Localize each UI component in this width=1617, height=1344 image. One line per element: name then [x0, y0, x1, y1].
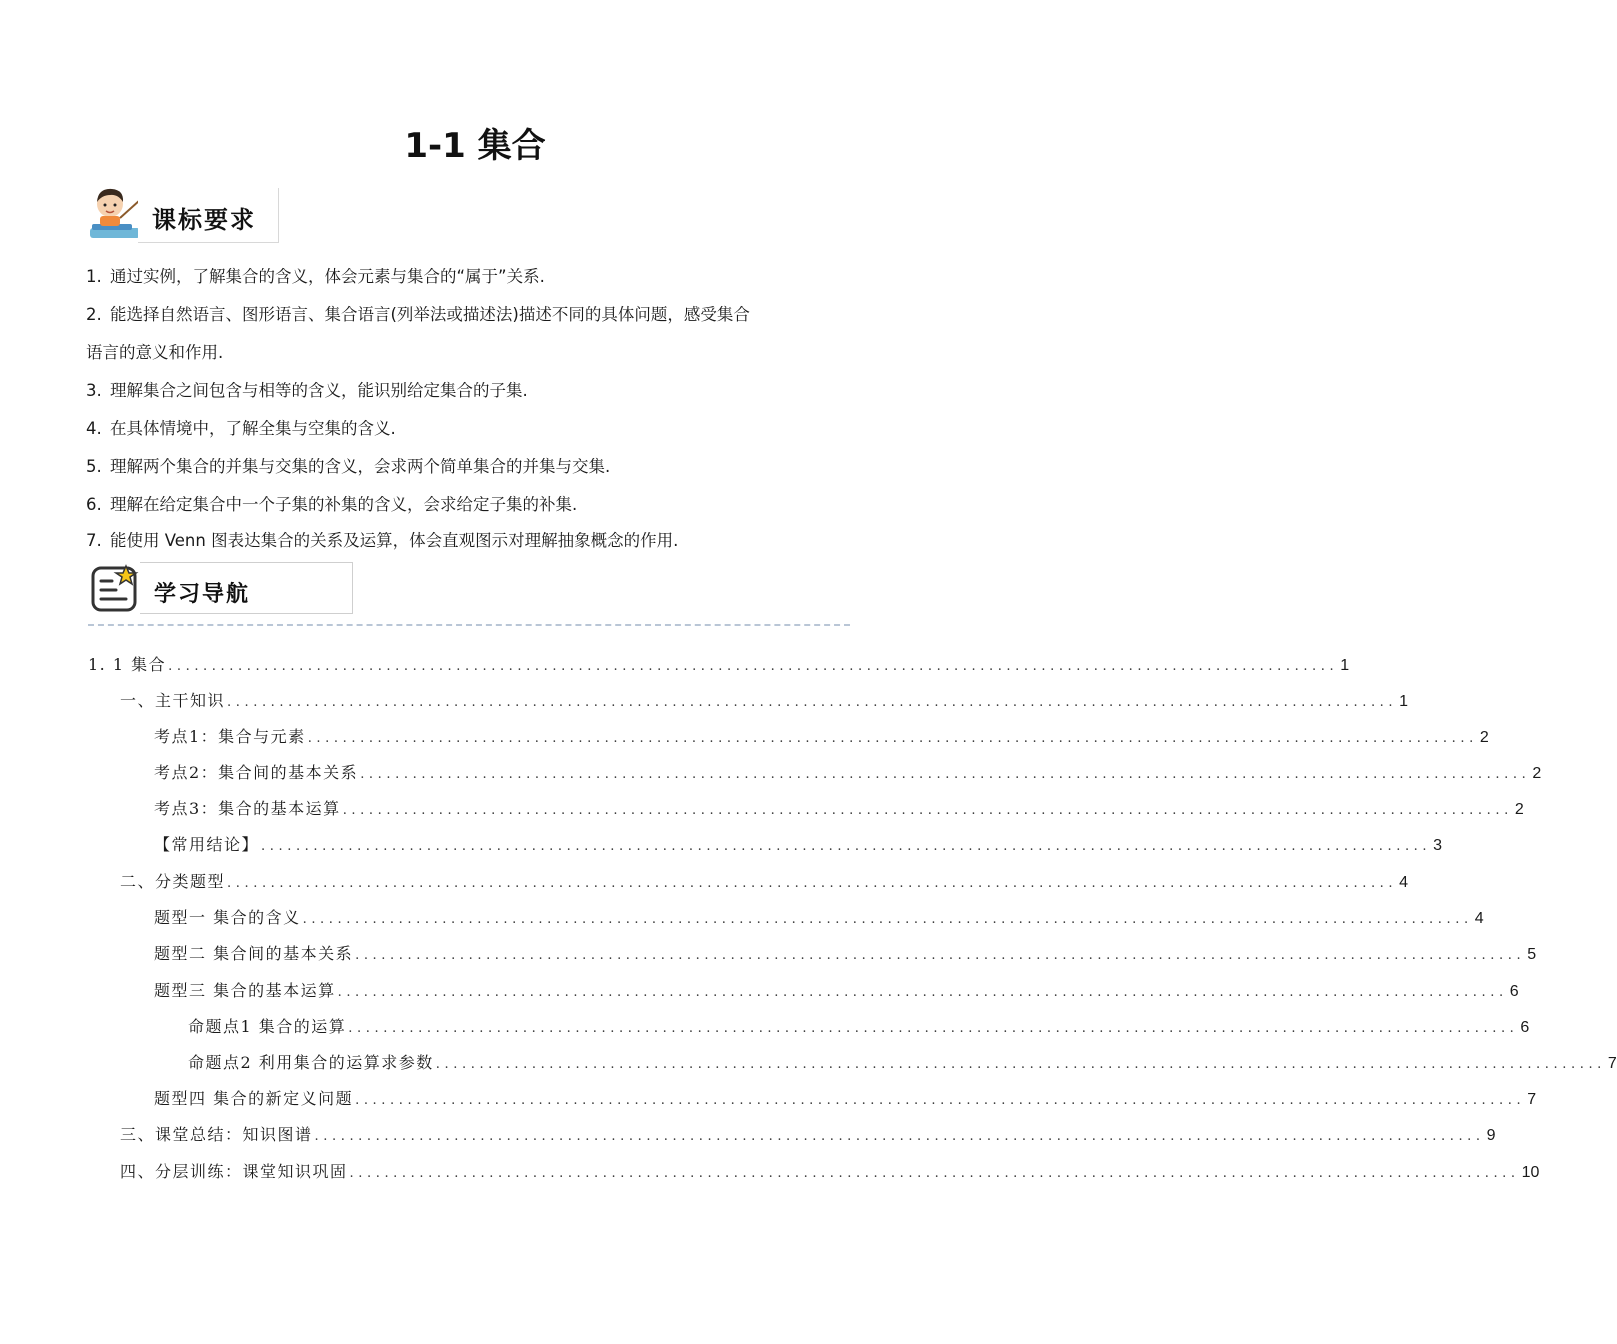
toc-entry-text: 考点2：集合间的基本关系 — [154, 763, 359, 782]
toc-entry-text: 考点1：集合与元素 — [154, 727, 306, 746]
toc-entry-text: 题型三 集合的基本运算 — [154, 981, 336, 1000]
requirement-item — [86, 486, 866, 523]
toc-entry[interactable] — [188, 1014, 1530, 1038]
toc-page-number: 6 — [1520, 1019, 1530, 1036]
toc-entry-text: 三、课堂总结：知识图谱 — [120, 1125, 313, 1144]
toc-page-number: 10 — [1521, 1164, 1540, 1181]
toc-entry[interactable] — [154, 905, 1484, 929]
star-note-icon — [90, 562, 140, 614]
toc-entry[interactable] — [120, 1159, 1540, 1183]
toc-entry[interactable] — [154, 832, 1443, 856]
requirement-item — [86, 296, 866, 333]
toc-entry[interactable] — [120, 688, 1409, 712]
toc-page-number: 2 — [1514, 801, 1524, 818]
requirement-number: 5. — [86, 457, 102, 476]
toc-entry-text: 命题点2 利用集合的运算求参数 — [188, 1053, 434, 1072]
toc-page-number: 1 — [1399, 693, 1409, 710]
toc-entry[interactable] — [154, 760, 1542, 784]
toc-leader: ...................................................................................................................................... — [168, 659, 1339, 674]
requirement-number: 3. — [86, 381, 102, 400]
toc-leader: ...................................................................................................................................... — [307, 731, 1478, 746]
toc-entry-text: 题型二 集合间的基本关系 — [154, 944, 354, 963]
toc-leader: ...................................................................................................................................... — [227, 695, 1398, 710]
toc-leader: ...................................................................................................................................... — [302, 912, 1473, 927]
toc-leader: ...................................................................................................................................... — [314, 1129, 1485, 1144]
toc-leader: ...................................................................................................................................... — [337, 985, 1508, 1000]
toc-entry[interactable] — [88, 652, 1350, 676]
navigation-banner-label: 学习导航 — [154, 581, 251, 607]
requirement-continuation: 语言的意义和作用. — [86, 343, 224, 362]
toc-leader: ...................................................................................................................................... — [355, 948, 1526, 963]
toc-page-number: 4 — [1474, 910, 1484, 927]
toc-entry-text: 四、分层训练：课堂知识巩固 — [120, 1162, 348, 1181]
toc-page-number: 5 — [1527, 946, 1537, 963]
toc-leader: ...................................................................................................................................... — [261, 839, 1432, 854]
toc-leader: ...................................................................................................................................... — [435, 1057, 1606, 1072]
standards-banner — [86, 184, 286, 246]
requirement-text: 能选择自然语言、图形语言、集合语言(列举法或描述法)描述不同的具体问题，感受集合 — [110, 305, 750, 324]
toc-page-number: 7 — [1607, 1055, 1617, 1072]
requirement-text: 在具体情境中，了解全集与空集的含义. — [110, 419, 396, 438]
toc-page-number: 2 — [1479, 729, 1489, 746]
requirement-number: 2. — [86, 305, 102, 324]
toc-page-number: 6 — [1509, 983, 1519, 1000]
toc-leader: ...................................................................................................................................... — [348, 1021, 1519, 1036]
toc-entry-text: 【常用结论】 — [154, 835, 260, 854]
navigation-banner — [88, 562, 358, 616]
toc-entry[interactable] — [120, 869, 1409, 893]
requirement-item — [86, 258, 866, 295]
requirement-text: 通过实例，了解集合的含义，体会元素与集合的“属于”关系. — [110, 267, 545, 286]
teacher-mascot-icon — [86, 184, 146, 246]
toc-entry[interactable] — [188, 1050, 1617, 1074]
toc-entry[interactable] — [154, 796, 1524, 820]
toc-page-number: 4 — [1399, 874, 1409, 891]
requirement-item — [86, 410, 866, 447]
toc-leader: ...................................................................................................................................... — [227, 876, 1398, 891]
requirement-number: 6. — [86, 495, 102, 514]
requirement-item — [86, 372, 866, 409]
toc-leader: ...................................................................................................................................... — [349, 1166, 1520, 1181]
toc-leader: ...................................................................................................................................... — [342, 803, 1513, 818]
toc-page-number: 9 — [1486, 1127, 1496, 1144]
requirement-text: 理解集合之间包含与相等的含义，能识别给定集合的子集. — [110, 381, 528, 400]
requirement-item — [86, 448, 866, 485]
toc-entry-text: 题型一 集合的含义 — [154, 908, 301, 927]
toc-entry[interactable] — [154, 941, 1537, 965]
requirement-number: 4. — [86, 419, 102, 438]
requirement-text: 能使用 Venn 图表达集合的关系及运算，体会直观图示对理解抽象概念的作用. — [110, 531, 679, 550]
requirement-text: 理解在给定集合中一个子集的补集的含义，会求给定子集的补集. — [110, 495, 578, 514]
page-title: 1-1 集合 — [404, 126, 546, 166]
toc-entry[interactable] — [154, 978, 1519, 1002]
toc-entry-text: 题型四 集合的新定义问题 — [154, 1089, 354, 1108]
standards-banner-label: 课标要求 — [152, 205, 256, 234]
toc-page-number: 1 — [1340, 657, 1350, 674]
toc-page-number: 2 — [1532, 765, 1542, 782]
toc-leader: ...................................................................................................................................... — [360, 767, 1531, 782]
requirement-item — [86, 522, 866, 559]
requirement-number: 1. — [86, 267, 102, 286]
toc-entry-text: 一、主干知识 — [120, 691, 226, 710]
toc-leader: ...................................................................................................................................... — [355, 1093, 1526, 1108]
divider — [88, 624, 850, 626]
toc-entry-text: 二、分类题型 — [120, 872, 226, 891]
toc-entry[interactable] — [154, 724, 1489, 748]
requirement-text: 理解两个集合的并集与交集的含义，会求两个简单集合的并集与交集. — [110, 457, 611, 476]
requirement-number: 7. — [86, 531, 102, 550]
toc-entry-text: 1. 1 集合 — [88, 655, 167, 674]
toc-entry[interactable] — [154, 1086, 1537, 1110]
toc-entry[interactable] — [120, 1122, 1496, 1146]
toc-page-number: 3 — [1433, 837, 1443, 854]
toc-entry-text: 命题点1 集合的运算 — [188, 1017, 347, 1036]
toc-page-number: 7 — [1527, 1091, 1537, 1108]
toc-entry-text: 考点3：集合的基本运算 — [154, 799, 341, 818]
